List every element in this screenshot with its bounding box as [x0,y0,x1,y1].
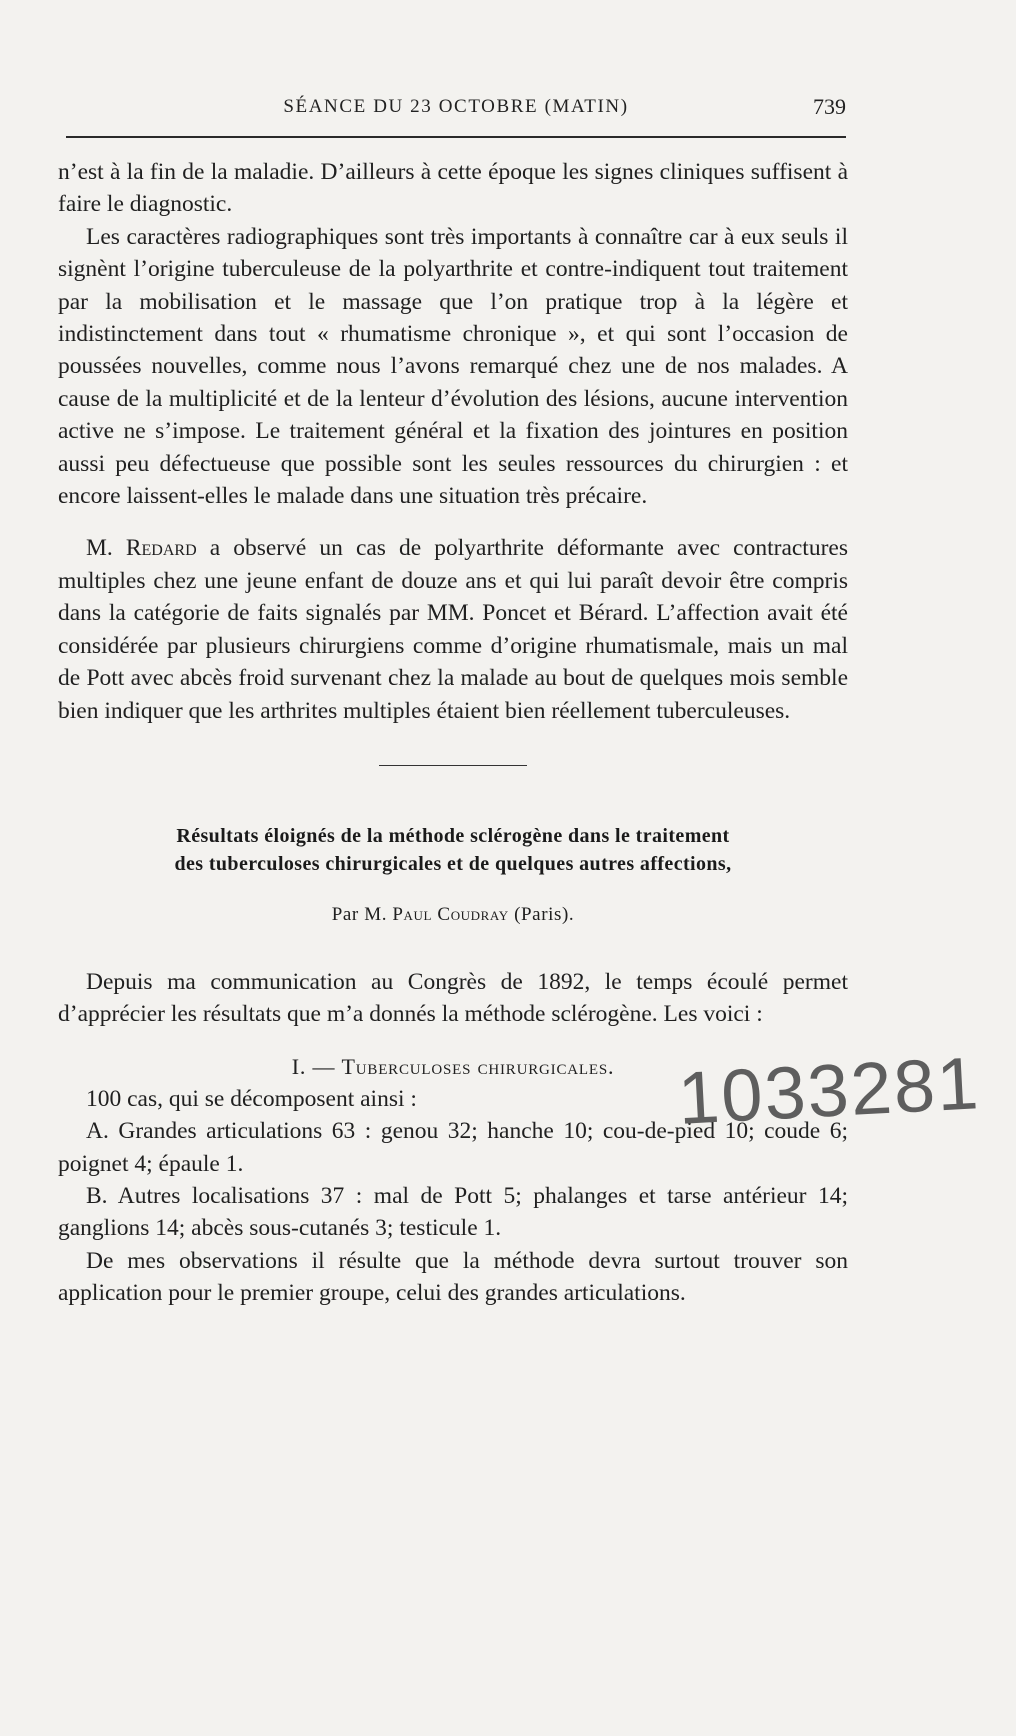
paragraph-gap [58,512,848,532]
handwritten-pencil-number: 1033281 [676,1041,983,1140]
section-number: I. — [291,1053,342,1079]
article-title-line-1: Résultats éloignés de la méthode sclérogène dans le traitement [176,824,730,847]
redard-text: a observé un cas de polyarthrite déformante avec contractures multiples chez une jeune enfant de douze ans et qui lui paraît devoir être compris dans la catégorie de faits signalés par MM. Poncet et Bérard. L’affection avait été considérée par plusieurs chirurgiens comme d’origine rhumatismale, mais un mal de Pott avec abcès froid survenant chez la malade au bout de quelques mois semble bien indiquer que les arthrites multiples étaient bien réellement tuberculeuses. [58,535,848,724]
spacer [58,878,848,900]
header-rule [66,136,846,138]
page-header [66,96,846,124]
running-head: SÉANCE DU 23 OCTOBRE (MATIN) [283,96,629,117]
spacer [58,930,848,966]
paragraph-intro: Depuis ma communication au Congrès de 1892, le temps écoulé permet d’apprécier les résultats que m’a donnés la méthode sclérogène. Les voici : [58,968,848,1028]
spacer [58,766,848,822]
paragraph-continuation: n’est à la fin de la maladie. D’ailleurs à cette époque les signes cliniques suffisent à faire le diagnostic. [58,159,848,218]
paragraph-conclusion: De mes observations il résulte que la méthode devra surtout trouver son application pour le premier groupe, celui des grandes articulations. [58,1247,848,1307]
article-byline [58,900,848,930]
paragraph-redard [58,532,848,726]
section-title: Tuberculoses chirurgicales. [341,1053,615,1079]
byline-author: Paul Coudray [392,903,509,925]
article-title-line-2: des tuberculoses chirurgicales et de quelques autres affections, [174,852,732,875]
list-item-b: B. Autres localisations 37 : mal de Pott 5; phalanges et tarse antérieur 14; ganglions 14; abcès sous-cutanés 3; testicule 1. [58,1182,848,1242]
paragraph-radiographic: Les caractères radiographiques sont très importants à connaître car à eux seuls il signènt l’origine tuberculeuse de la polyarthrite et contre-indiquent tout traitement par la mobilisation et le massage que l’on pratique trop à la légère et indistinctement dans tout « rhumatisme chronique », et qui sont l’occasion de poussées nouvelles, comme nous l’avons remarqué chez une de nos malades. A cause de la multiplicité et de la lenteur d’évolution des lésions, aucune intervention active ne s’impose. Le traitement général et la fixation des jointures en position aussi peu défectueuse que possible sont les seules ressources du chirurgien : et encore laissent-elles le malade dans une situation très précaire. [58,223,848,510]
article-title [58,822,848,878]
byline-prefix: Par M. [331,903,393,925]
list-item-a: A. Grandes articulations 63 : genou 32; hanche 10; cou-de-pied 10; coude 6; poignet 4; épaule 1. [58,1118,848,1177]
paragraph-count: 100 cas, qui se décomposent ainsi : [86,1085,417,1112]
spacer [58,1031,848,1051]
author-name-redard: Redard [125,535,197,562]
page-number: 739 [813,94,846,119]
spacer [58,727,848,765]
redard-prefix: M. [86,535,126,562]
byline-city: (Paris). [508,903,575,925]
